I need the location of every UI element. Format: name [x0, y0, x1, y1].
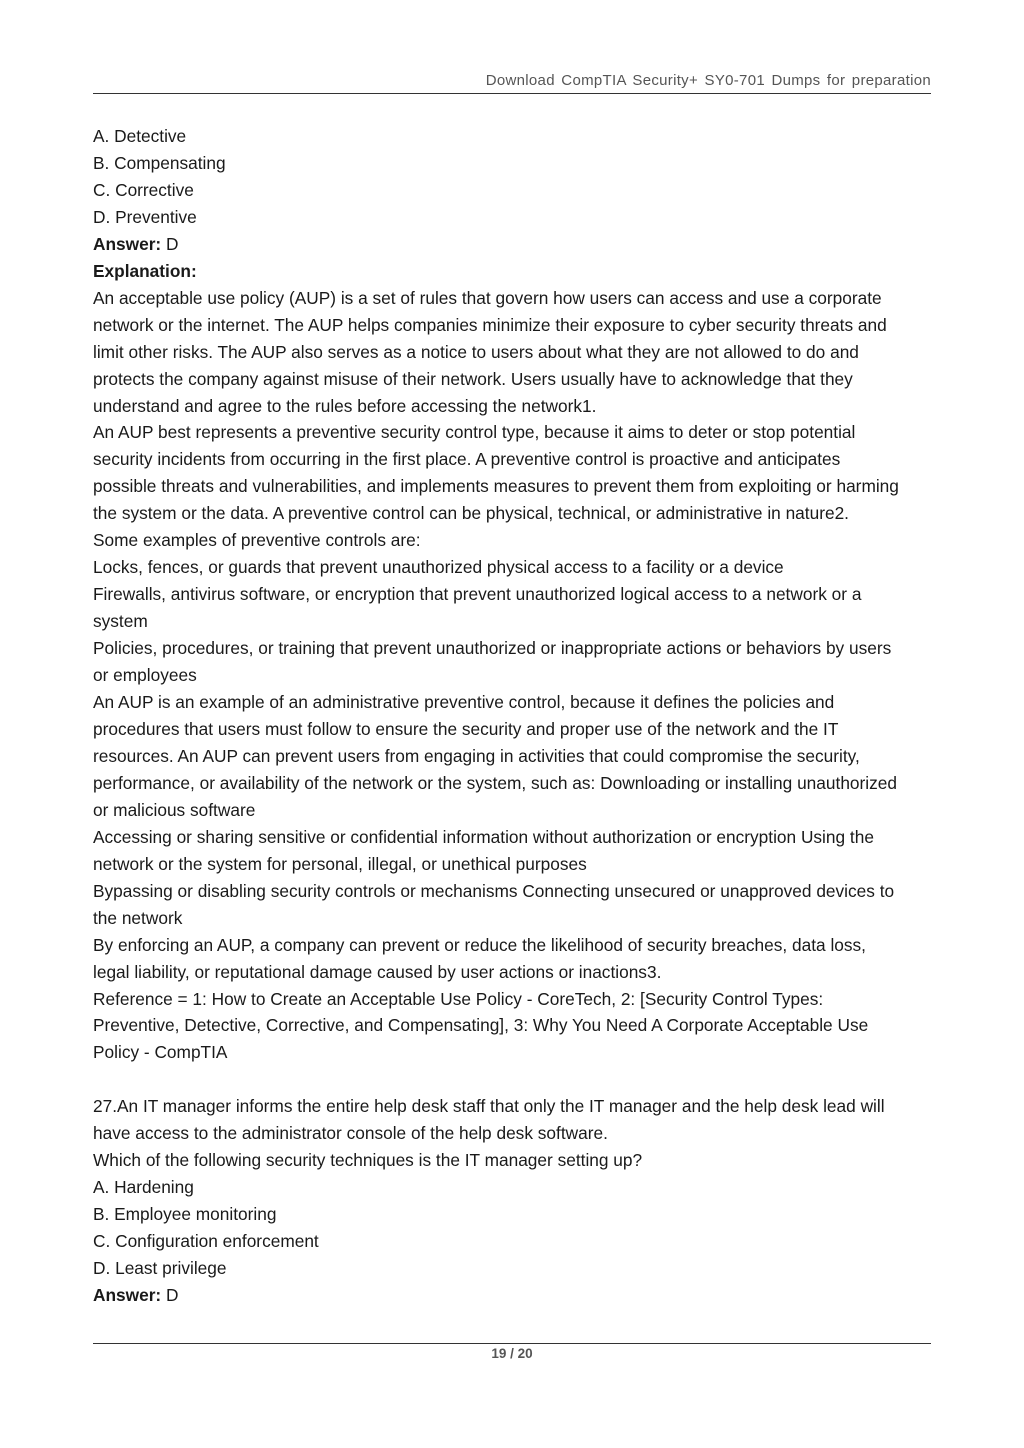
option-c: C. Corrective — [93, 179, 194, 200]
text-line: 27.An IT manager informs the entire help desk staff that only the IT manager and the help desk lead will — [93, 1096, 885, 1117]
text-line: Preventive, Detective, Corrective, and Compensating], 3: Why You Need A Corporate Acceptable Use — [93, 1015, 869, 1036]
answer-value: D — [161, 1284, 179, 1305]
text-line: performance, or availability of the network or the system, such as: Downloading or installing unauthorized — [93, 772, 897, 793]
page-content — [93, 123, 935, 1309]
text-line: system — [93, 611, 148, 632]
text-line: Accessing or sharing sensitive or confidential information without authorization or encryption Using the — [93, 826, 874, 847]
q27-answer — [93, 1282, 935, 1309]
text-line: Which of the following security techniques is the IT manager setting up? — [93, 1150, 643, 1171]
option-d: D. Preventive — [93, 206, 197, 227]
text-line: Locks, fences, or guards that prevent unauthorized physical access to a facility or a device — [93, 557, 784, 578]
text-line: network or the internet. The AUP helps companies minimize their exposure to cyber security threats and — [93, 314, 887, 335]
text-line: possible threats and vulnerabilities, and implements measures to prevent them from exploiting or harming — [93, 476, 899, 497]
option-c: C. Configuration enforcement — [93, 1231, 319, 1252]
text-line: procedures that users must follow to ensure the security and proper use of the network and the IT — [93, 718, 839, 739]
header-divider — [93, 93, 931, 94]
text-line: Policies, procedures, or training that prevent unauthorized or inappropriate actions or behaviors by users — [93, 638, 892, 659]
text-line: Firewalls, antivirus software, or encryption that prevent unauthorized logical access to a network or a — [93, 584, 862, 605]
answer-value: D — [161, 233, 179, 254]
text-line: Bypassing or disabling security controls or mechanisms Connecting unsecured or unapproved devices to — [93, 880, 895, 901]
text-line: or employees — [93, 665, 197, 686]
text-line: Reference = 1: How to Create an Acceptable Use Policy - CoreTech, 2: [Security Control Types: — [93, 988, 824, 1009]
text-line: legal liability, or reputational damage caused by user actions or inactions3. — [93, 961, 662, 982]
explanation-heading: Explanation: — [93, 260, 197, 281]
text-line: or malicious software — [93, 799, 256, 820]
text-line: security incidents from occurring in the first place. A preventive control is proactive and anticipates — [93, 449, 841, 470]
text-line: By enforcing an AUP, a company can prevent or reduce the likelihood of security breaches, data loss, — [93, 934, 866, 955]
text-line: protects the company against misuse of their network. Users usually have to acknowledge that they — [93, 368, 853, 389]
text-line: understand and agree to the rules before accessing the network1. — [93, 395, 597, 416]
answer-label: Answer: — [93, 1284, 162, 1305]
q27-options — [93, 1174, 935, 1282]
text-line: limit other risks. The AUP also serves as a notice to users about what they are not allowed to do and — [93, 341, 859, 362]
text-line: An acceptable use policy (AUP) is a set of rules that govern how users can access and use a corporate — [93, 287, 882, 308]
text-line: the network — [93, 907, 183, 928]
text-line: network or the system for personal, illegal, or unethical purposes — [93, 853, 587, 874]
option-d: D. Least privilege — [93, 1258, 227, 1279]
footer-divider — [93, 1343, 931, 1344]
text-line: resources. An AUP can prevent users from engaging in activities that could compromise the security, — [93, 745, 860, 766]
page-number: 19 / 20 — [491, 1346, 533, 1361]
q26-answer — [93, 231, 935, 258]
q26-options — [93, 123, 935, 231]
text-line: the system or the data. A preventive control can be physical, technical, or administrative in nature2. — [93, 503, 849, 524]
text-line: Policy - CompTIA — [93, 1042, 228, 1063]
explanation-body — [93, 285, 935, 1067]
section-gap — [93, 1066, 935, 1093]
text-line: An AUP is an example of an administrative preventive control, because it defines the policies and — [93, 692, 835, 713]
answer-label: Answer: — [93, 233, 162, 254]
text-line: have access to the administrator console of the help desk software. — [93, 1123, 608, 1144]
option-a: A. Detective — [93, 126, 187, 146]
q27-question — [93, 1093, 935, 1174]
page-header: Download CompTIA Security+ SY0-701 Dumps for preparation — [485, 72, 931, 89]
text-line: Some examples of preventive controls are: — [93, 530, 421, 551]
option-b: B. Employee monitoring — [93, 1204, 277, 1225]
option-a: A. Hardening — [93, 1177, 194, 1198]
option-b: B. Compensating — [93, 152, 226, 173]
text-line: An AUP best represents a preventive security control type, because it aims to deter or stop potential — [93, 422, 856, 443]
